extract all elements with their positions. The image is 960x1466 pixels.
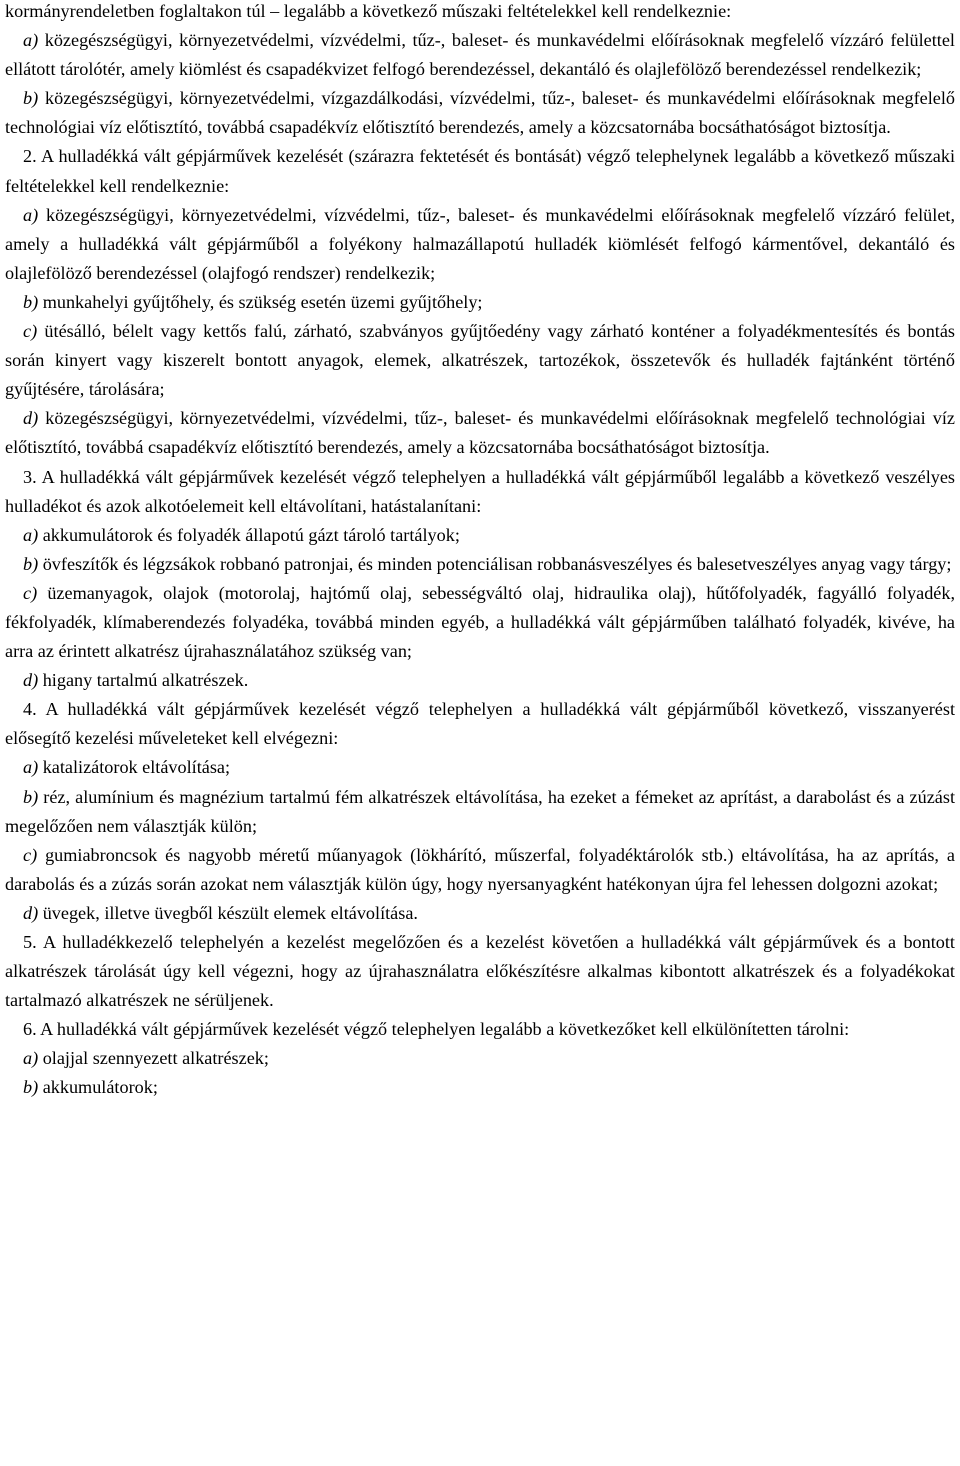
list-item <box>5 1073 955 1102</box>
item-text: üzemanyagok, olajok (motorolaj, hajtómű olaj, sebességváltó olaj, hidraulika olaj), hűtőfolyadék, fagyálló folyadék, fékfolyadék, klímaberendezés folyadéka, továbbá minden egyéb, a hulladékká vált gépjárműben található folyadék, kivéve, ha arra az érintett alkatrész újrahasználatához szükség van; <box>5 582 955 662</box>
item-text: réz, alumínium és magnézium tartalmú fém alkatrészek eltávolítása, ha ezeket a fémeket az aprítást, a darabolást és a zúzást megelőzően nem választják külön; <box>5 786 955 836</box>
item-label: d) <box>23 670 39 691</box>
item-label: a) <box>23 1048 39 1069</box>
item-label: c) <box>23 582 38 603</box>
item-text: közegészségügyi, környezetvédelmi, vízgazdálkodási, vízvédelmi, tűz-, baleset- és munkavédelmi előírásoknak megfelelő technológiai víz előtisztító, továbbá csapadékvíz előtisztító berendezés, amely a közcsatornába bocsáthatóságot biztosítja. <box>5 88 955 138</box>
item-text: munkahelyi gyűjtőhely, és szükség esetén üzemi gyűjtőhely; <box>38 291 483 312</box>
list-item <box>5 201 955 288</box>
item-label: b) <box>23 1077 39 1098</box>
item-label: a) <box>23 30 39 51</box>
section-5-paragraph: 5. A hulladékkezelő telephelyén a kezelést megelőzően és a kezelést követően a hulladékká vált gépjárművek és a bontott alkatrészek tárolását úgy kell végezni, hogy az újrahasználatra előkészítésre alkalmas kibontott alkatrészek és a folyadékokat tartalmazó alkatrészek ne sérüljenek. <box>5 932 955 1011</box>
item-label: b) <box>23 88 39 109</box>
item-text: közegészségügyi, környezetvédelmi, vízvédelmi, tűz-, baleset- és munkavédelmi előírásoknak megfelelő technológiai víz előtisztító, továbbá csapadékvíz előtisztító berendezés, amely a közcsatornába bocsáthatóságot biztosítja. <box>5 408 955 458</box>
item-text: olajjal szennyezett alkatrészek; <box>38 1048 269 1069</box>
list-item <box>5 317 955 404</box>
list-item <box>5 404 955 462</box>
section-6-paragraph: 6. A hulladékká vált gépjárművek kezelését végző telephelyen legalább a következőket kell elkülönítetten tárolni: <box>23 1019 850 1040</box>
list-item <box>5 550 955 579</box>
list-item <box>5 899 955 928</box>
item-text: üvegek, illetve üvegből készült elemek eltávolítása. <box>38 902 418 923</box>
item-text: közegészségügyi, környezetvédelmi, vízvédelmi, tűz-, baleset- és munkavédelmi előírásoknak megfelelő vízzáró felülettel ellátott tárolótér, amely kiömlést és csapadékvizet felfogó berendezéssel, dekantáló és olajlefölöző berendezéssel rendelkezik; <box>5 30 955 80</box>
item-label: b) <box>23 786 39 807</box>
item-text: katalizátorok eltávolítása; <box>38 757 231 778</box>
item-text: közegészségügyi, környezetvédelmi, vízvédelmi, tűz-, baleset- és munkavédelmi előírásoknak megfelelő vízzáró felület, amely a hulladékká vált gépjárműből a folyékony halmazállapotú hulladék kiömlését felfogó kármentővel, dekantáló és olajlefölöző berendezéssel (olajfogó rendszer) rendelkezik; <box>5 204 955 283</box>
list-item <box>5 84 955 142</box>
section-3-paragraph: 3. A hulladékká vált gépjárművek kezelését végző telephelyen a hulladékká vált gépjárműből legalább a következő veszélyes hulladékot és azok alkotóelemeit kell eltávolítani, hatástalanítani: <box>5 466 955 516</box>
item-text: higany tartalmú alkatrészek. <box>38 670 249 691</box>
item-label: d) <box>23 902 39 923</box>
item-label: a) <box>23 757 39 778</box>
intro-paragraph: kormányrendeletben foglaltakon túl – legalább a következő műszaki feltételekkel kell rendelkeznie: <box>5 1 732 21</box>
list-item <box>5 783 955 841</box>
item-label: c) <box>23 321 38 342</box>
list-item <box>5 1044 955 1073</box>
list-item <box>5 579 955 666</box>
section-2-paragraph: 2. A hulladékká vált gépjárművek kezelését (szárazra fektetését és bontását) végző telephelynek legalább a következő műszaki feltételekkel kell rendelkeznie: <box>5 146 955 196</box>
item-label: b) <box>23 291 39 312</box>
item-text: akkumulátorok; <box>38 1077 158 1098</box>
item-label: a) <box>23 204 39 225</box>
item-label: a) <box>23 524 39 545</box>
list-item <box>5 26 955 84</box>
list-item <box>5 841 955 899</box>
list-item <box>5 666 955 695</box>
item-text: övfeszítők és légzsákok robbanó patronjai, és minden potenciálisan robbanásveszélyes és balesetveszélyes anyag vagy tárgy; <box>38 553 952 574</box>
list-item <box>5 753 955 782</box>
list-item <box>5 288 955 317</box>
list-item <box>5 521 955 550</box>
section-4-paragraph: 4. A hulladékká vált gépjárművek kezelését végző telephelyen a hulladékká vált gépjárműből következő, visszanyerést elősegítő kezelési műveleteket kell elvégezni: <box>5 699 955 749</box>
item-text: gumiabroncsok és nagyobb méretű műanyagok (lökhárító, műszerfal, folyadéktárolók stb.) eltávolítása, ha az aprítás, a darabolás és a zúzás során azokat nem választják külön úgy, hogy nyersanyagként hatékonyan újra fel lehessen dolgozni azokat; <box>5 844 955 894</box>
item-label: d) <box>23 408 39 429</box>
item-text: akkumulátorok és folyadék állapotú gázt tároló tartályok; <box>38 524 460 545</box>
item-label: b) <box>23 553 39 574</box>
item-text: ütésálló, bélelt vagy kettős falú, zárható, szabványos gyűjtőedény vagy zárható konténer a folyadékmentesítés és bontás során kinyert vagy kiszerelt bontott anyagok, elemek, alkatrészek, tartozékok, összetevők és hulladék fajtánként történő gyűjtésére, tárolására; <box>5 321 955 400</box>
item-label: c) <box>23 844 38 865</box>
